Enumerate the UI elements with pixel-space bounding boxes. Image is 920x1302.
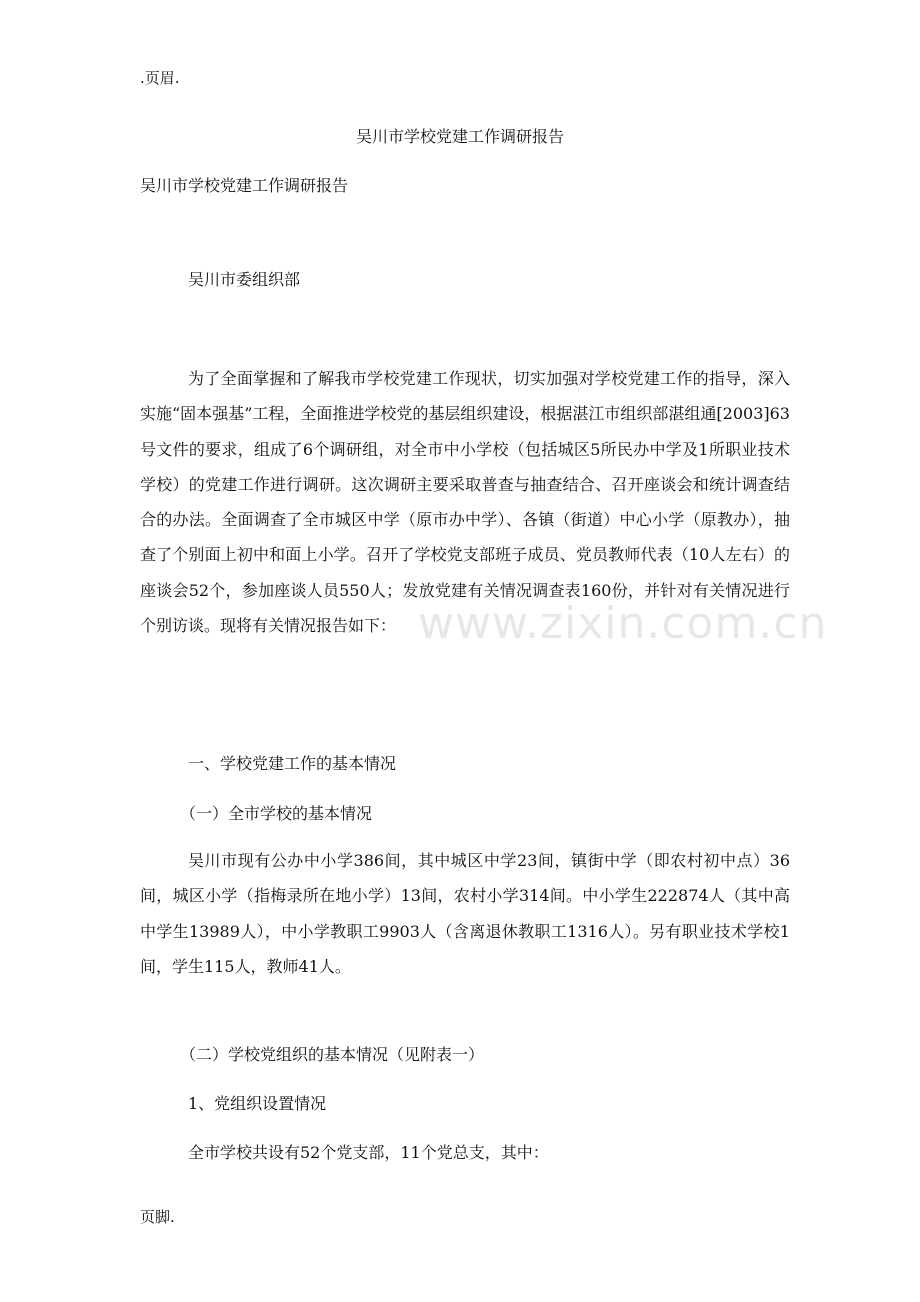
section-heading-1: 一、学校党建工作的基本情况	[188, 754, 397, 773]
author-organization: 吴川市委组织部	[188, 270, 301, 289]
branches-paragraph: 全市学校共设有52个党支部，11个党总支，其中：	[188, 1143, 549, 1162]
document-title: 吴川市学校党建工作调研报告	[355, 127, 564, 146]
item-heading-1: 1、党组织设置情况	[188, 1094, 327, 1113]
schools-paragraph: 吴川市现有公办中小学386间，其中城区中学23间，镇街中学（即农村初中点）36间，城区小学（指梅录所在地小学）13间，农村小学314间。中小学生222874人（其中高中学生13989人），中小学教职工9903人（含离退休教职工1316人）。另有职业技术学校1间，学生115人，教师41人。	[140, 851, 790, 976]
page-header: .页眉.	[140, 69, 180, 87]
watermark-text: www.zixin.com.cn	[418, 598, 828, 649]
document-subtitle: 吴川市学校党建工作调研报告	[140, 176, 349, 195]
intro-paragraph: 为了全面掌握和了解我市学校党建工作现状，切实加强对学校党建工作的指导，深入实施“固本强基”工程，全面推进学校党的基层组织建设，根据湛江市组织部湛组通[2003]63号文件的要求，组成了6个调研组，对全市中小学校（包括城区5所民办中学及1所职业技术学校）的党建工作进行调研。这次调研主要采取普查与抽查结合、召开座谈会和统计调查结合的办法。全面调查了全市城区中学（原市办中学）、各镇（街道）中心小学（原教办），抽查了个别面上初中和面上小学。召开了学校党支部班子成员、党员教师代表（10人左右）的座谈会52个，参加座谈人员550人；发放党建有关情况调查表160份，并针对有关情况进行个别访谈。现将有关情况报告如下：	[140, 369, 790, 636]
page-footer: 页脚.	[140, 1208, 175, 1226]
subsection-heading-1: （一）全市学校的基本情况	[180, 804, 373, 823]
subsection-heading-2: （二）学校党组织的基本情况（见附表一）	[180, 1045, 485, 1064]
